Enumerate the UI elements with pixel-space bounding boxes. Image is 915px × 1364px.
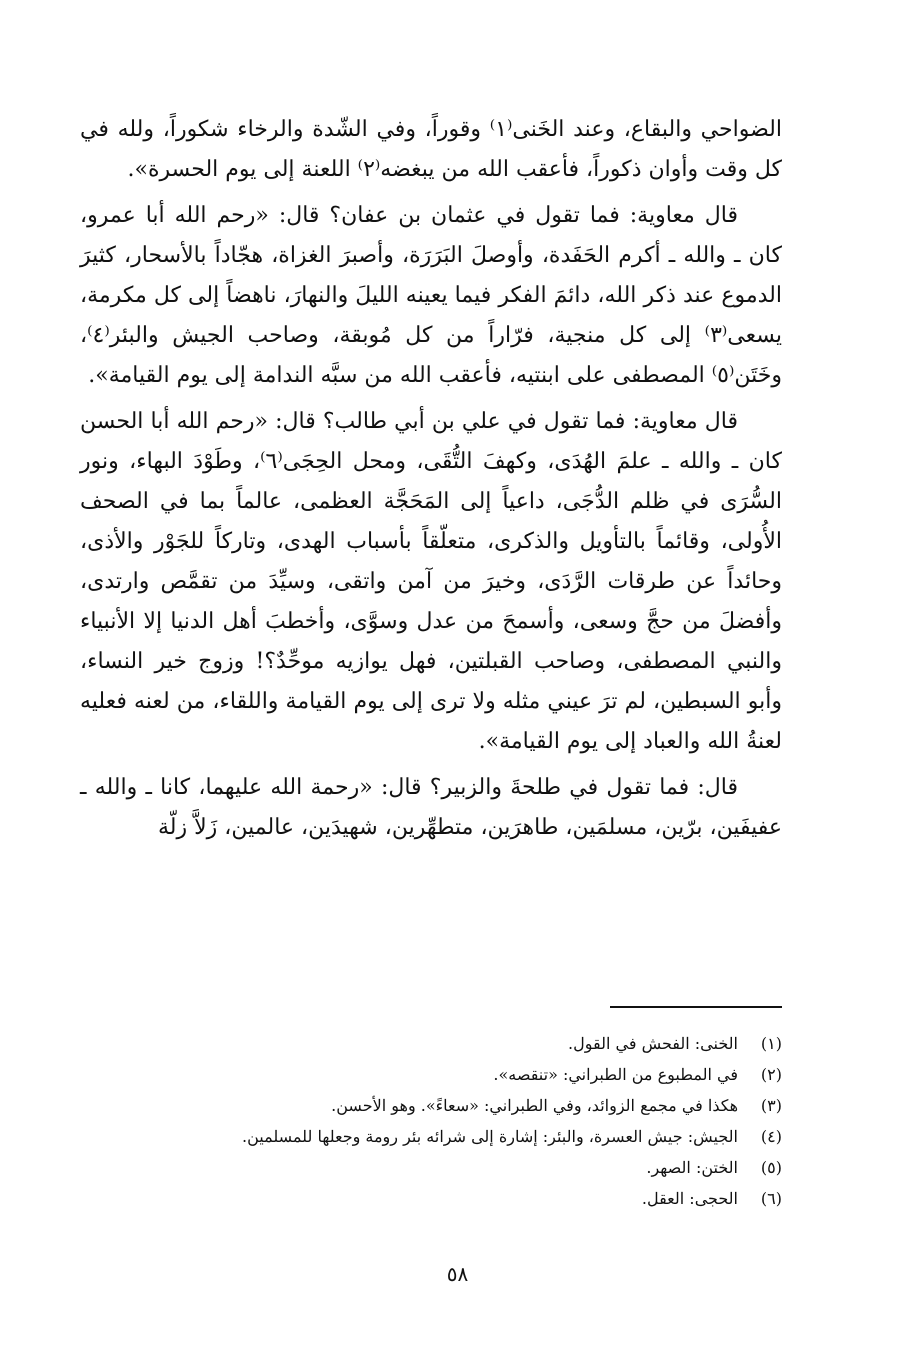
footnote-text: الخنى: الفحش في القول.: [568, 1034, 738, 1053]
page-number: ٥٨: [446, 1262, 469, 1286]
footnote-number: (٣): [760, 1096, 782, 1115]
footnote-item: [80, 1183, 782, 1214]
footnote-item: [80, 1059, 782, 1090]
footnote-item: [80, 1090, 782, 1121]
footnote-text: الجيش: جيش العسرة، والبئر: إشارة إلى شرائه بئر رومة وجعلها للمسلمين.: [242, 1127, 738, 1146]
footnote-number: (٥): [760, 1158, 782, 1177]
footnote-item: [80, 1121, 782, 1152]
footnote-number: (٦): [760, 1189, 782, 1208]
footnote-text: الختن: الصهر.: [646, 1158, 738, 1177]
footnote-item: [80, 1028, 782, 1059]
footnote-divider: [610, 1006, 782, 1008]
footnote-text: هكذا في مجمع الزوائد، وفي الطبراني: «سعاءً». وهو الأحسن.: [331, 1096, 738, 1115]
footnote-number: (٤): [760, 1127, 782, 1146]
paragraph-continuation: الضواحي والبقاع، وعند الخَنى⁽١⁾ وقوراً، وفي الشّدة والرخاء شكوراً، ولله في كل وقت وأوان ذكوراً، فأعقب الله من يبغضه⁽٢⁾ اللعنة إلى يوم الحسرة».: [80, 117, 782, 182]
footnote-text: في المطبوع من الطبراني: «تنقصه».: [493, 1065, 738, 1084]
paragraph-talha-zubayr: قال: فما تقول في طلحةَ والزبير؟ قال: «رحمة الله عليهما، كانا ـ والله ـ عفيفَين، برّين، مسلمَين، طاهرَين، متطهِّرين، شهيدَين، عالمين، زَلاَّ زلّة: [80, 775, 782, 840]
footnote-item: [80, 1152, 782, 1183]
footnote-text: الحجى: العقل.: [641, 1189, 738, 1208]
footnotes: [80, 1028, 782, 1214]
footnote-number: (١): [760, 1034, 782, 1053]
footnote-number: (٢): [760, 1065, 782, 1084]
paragraph-uthman: قال معاوية: فما تقول في عثمان بن عفان؟ قال: «رحم الله أبا عمرو، كان ـ والله ـ أكرم الحَفَدة، وأوصلَ البَرَرَة، وأصبرَ الغزاة، هجّاداً بالأسحار، كثيرَ الدموع عند ذكر الله، دائمَ الفكر فيما يعينه الليلَ والنهارَ، ناهضاً إلى كل مكرمة، يسعى⁽٣⁾ إلى كل منجية، فرّاراً من كل مُوبقة، وصاحب الجيش والبئر⁽٤⁾، وخَتَن⁽٥⁾ المصطفى على ابنتيه، فأعقب الله من سبَّه الندامة إلى يوم القيامة».: [80, 203, 782, 388]
paragraph-ali: قال معاوية: فما تقول في علي بن أبي طالب؟ قال: «رحم الله أبا الحسن كان ـ والله ـ علمَ الهُدَى، وكهفَ التُّقَى، ومحل الحِجَى⁽٦⁾، وطَوْدَ البهاء، ونور السُّرَى في ظلم الدُّجَى، داعياً إلى المَحَجَّة العظمى، عالماً بما في الصحف الأُولى، وقائماً بالتأويل والذكرى، متعلّقاً بأسباب الهدى، وتاركاً للجَوْر والأذى، وحائداً عن طرقات الرَّدَى، وخيرَ من آمن واتقى، وسيِّدَ من تقمَّص وارتدى، وأفضلَ من حجَّ وسعى، وأسمحَ من عدل وسوَّى، وأخطبَ أهل الدنيا إلا الأنبياء والنبي المصطفى، وصاحب القبلتين، فهل يوازيه موحِّدٌ؟! وزوج خير النساء، وأبو السبطين، لم ترَ عيني مثله ولا ترى إلى يوم القيامة واللقاء، من لعنه فعليه لعنةُ الله والعباد إلى يوم القيامة».: [80, 409, 782, 754]
page-body: [80, 110, 782, 1208]
